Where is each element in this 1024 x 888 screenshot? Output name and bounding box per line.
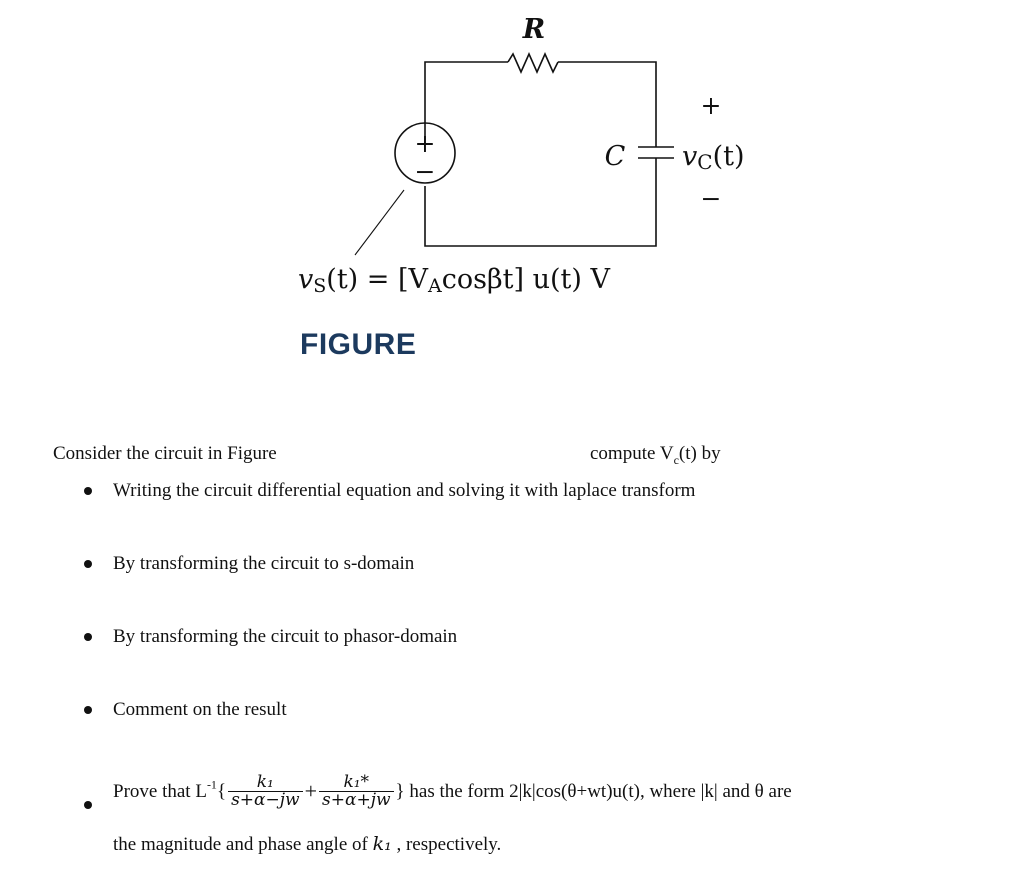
prove-post: has the form 2|k|cos(θ+wt)u(t), where |k| and θ are [404,781,792,802]
fraction-1-denominator: s+α−jw [228,791,303,809]
bullet-dot [84,560,92,568]
wire-top-left [425,62,508,140]
fraction-1 [228,774,303,809]
bullet-item-s-domain: By transforming the circuit to s-domain [113,553,415,574]
prove-pre: Prove that L [113,781,207,802]
vc-t: (t) [712,141,745,172]
bullet-dot [84,633,92,641]
prove-line2-post: , respectively. [391,834,502,855]
bullet-dot [84,801,92,809]
prove-line2-pre: the magnitude and phase angle of [113,834,373,855]
vc-plus-sign: + [700,91,722,120]
source-equation [298,264,610,297]
capacitor-label: C [604,141,626,172]
source-eq-sub-a: A [428,275,442,297]
source-leader-line [355,190,404,255]
bullet-item-comment: Comment on the result [113,699,287,720]
intro-right-text [590,443,721,468]
source-eq-rest1: (t) = [V [326,264,429,295]
intro-right-post: (t) by [678,443,721,464]
resistor-label: R [522,14,546,45]
fraction-2-denominator: s+α+jw [319,791,394,809]
prove-plus: + [304,778,317,804]
prove-line-2 [113,833,501,856]
fraction-2 [319,774,394,809]
source-eq-sub-s: S [313,275,327,297]
figure-caption: FIGURE [300,328,417,361]
intro-right-pre: compute V [590,443,674,464]
bullet-dot [84,487,92,495]
prove-open-brace: { [216,781,227,802]
source-eq-rest2: cosβt] u(t) V [441,264,610,295]
intro-right-sub: c [673,452,679,467]
fraction-2-numerator: k₁* [343,772,370,792]
vc-label [682,141,745,174]
source-plus-sign: + [414,129,436,158]
resistor-symbol [508,54,558,72]
source-eq-v: v [298,264,314,295]
intro-left-text: Consider the circuit in Figure [53,443,277,464]
bullet-item-phasor: By transforming the circuit to phasor-domain [113,626,458,647]
vc-minus-sign: − [700,184,722,213]
source-minus-sign: − [414,157,436,186]
prove-close-brace: } [395,781,405,802]
vc-v: v [682,141,698,172]
vc-sub: C [697,150,713,174]
bullet-item-laplace: Writing the circuit differential equation and solving it with laplace transform [113,480,696,501]
fraction-1-numerator: k₁ [256,772,274,792]
prove-line2-var: k₁ [372,833,392,855]
wire-top-right [558,62,656,147]
bullet-item-prove [113,774,792,809]
bullet-dot [84,706,92,714]
circuit-figure [0,0,1024,420]
prove-sup: -1 [206,777,217,792]
